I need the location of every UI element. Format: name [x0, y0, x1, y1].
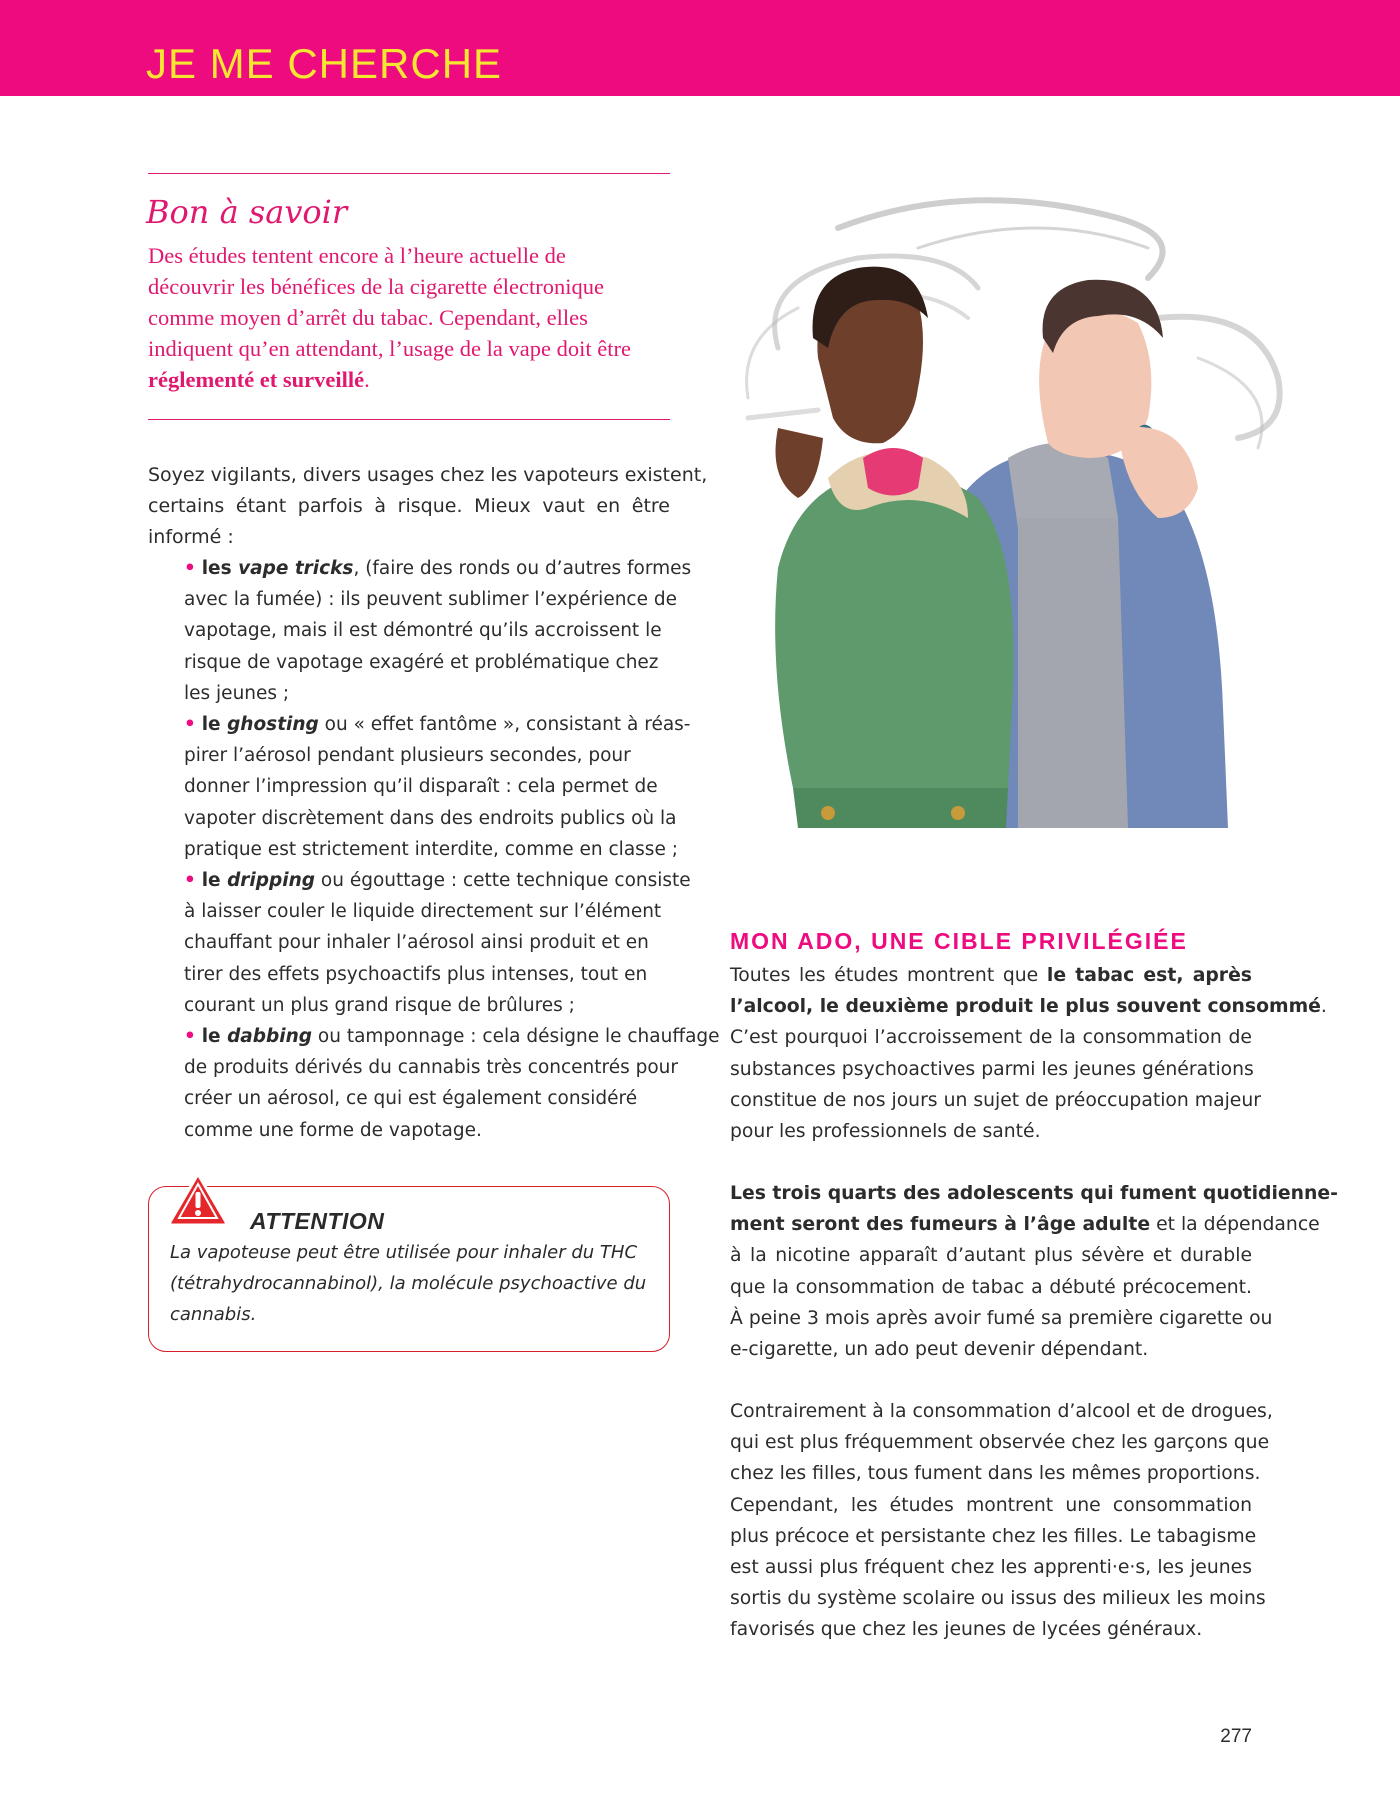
- intro-paragraph: [148, 460, 708, 553]
- text-line: À peine 3 mois après avoir fumé sa première cigarette ou: [730, 1307, 1273, 1329]
- text-line: vapotage, mais il est démontré qu’ils accroissent le: [184, 620, 662, 642]
- section-heading: MON ADO, UNE CIBLE PRIVILÉGIÉE: [730, 928, 1188, 954]
- text-line: comme moyen d’arrêt du tabac. Cependant, elles: [148, 305, 588, 330]
- term: les vape tricks: [201, 558, 354, 579]
- paragraph-dependance: [730, 1178, 1338, 1365]
- warning-triangle-icon: [166, 1170, 230, 1228]
- text-line: comme une forme de vapotage.: [184, 1119, 482, 1141]
- text-line: Cependant, les études montrent une consommation: [730, 1494, 1252, 1516]
- bullet-icon: •: [184, 870, 196, 892]
- text-line: l’alcool, le deuxième produit le plus souvent consommé.: [730, 996, 1327, 1018]
- text-line: pour les professionnels de santé.: [730, 1121, 1041, 1143]
- text-line: à laisser couler le liquide directement sur l’élément: [184, 901, 662, 923]
- text-line: Les trois quarts des adolescents qui fument quotidienne-: [730, 1183, 1338, 1204]
- bon-a-savoir-bottom-rule: [148, 419, 670, 420]
- text-line: pratique est strictement interdite, comme en classe ;: [184, 838, 678, 860]
- text-line: constitue de nos jours un sujet de préoccupation majeur: [730, 1089, 1261, 1111]
- text-line: [148, 364, 668, 395]
- text-line: chez les filles, tous fument dans les mêmes proportions.: [730, 1463, 1261, 1485]
- text-line: plus précoce et persistante chez les filles. Le tabagisme: [730, 1525, 1257, 1547]
- attention-text: [170, 1237, 658, 1330]
- text-line: Soyez vigilants, divers usages chez les vapoteurs existent,: [148, 464, 708, 486]
- text-line: cannabis.: [170, 1304, 257, 1325]
- text-line: Toutes les études montrent que le tabac est, après: [730, 965, 1252, 986]
- list-item: • le dripping ou égouttage : cette technique consiste: [184, 870, 691, 892]
- header-banner: [0, 0, 1400, 96]
- term: le dabbing: [201, 1026, 313, 1048]
- text-line: créer un aérosol, ce qui est également considéré: [184, 1088, 638, 1110]
- text-line: (tétrahydrocannabinol), la molécule psychoactive du: [170, 1273, 647, 1294]
- paragraph-tabac: [730, 960, 1327, 1147]
- text-line: courant un plus grand risque de brûlures ;: [184, 994, 575, 1016]
- list-item: • les vape tricks, (faire des ronds ou d’autres formes: [184, 558, 692, 579]
- text-fragment: .: [364, 367, 370, 392]
- bullet-icon: •: [184, 714, 196, 736]
- text-line: substances psychoactives parmi les jeunes générations: [730, 1058, 1254, 1080]
- text-line: certains étant parfois à risque. Mieux vaut en être: [148, 495, 670, 517]
- text-line: est aussi plus fréquent chez les apprenti·e·s, les jeunes: [730, 1557, 1252, 1579]
- text-line: avec la fumée) : ils peuvent sublimer l’expérience de: [184, 589, 677, 611]
- vaping-practices-list: [184, 553, 720, 1146]
- text-line: e-cigarette, un ado peut devenir dépendant.: [730, 1339, 1149, 1361]
- text-line: indiquent qu’en attendant, l’usage de la vape doit être: [148, 336, 631, 361]
- list-item: • le ghosting ou « effet fantôme », consistant à réas-: [184, 714, 691, 736]
- bullet-icon: •: [184, 1026, 196, 1048]
- text-line: C’est pourquoi l’accroissement de la consommation de: [730, 1027, 1252, 1049]
- text-line: donner l’impression qu’il disparaît : cela permet de: [184, 776, 658, 798]
- attention-title: ATTENTION: [250, 1208, 385, 1234]
- text-line: favorisés que chez les jeunes de lycées généraux.: [730, 1619, 1203, 1641]
- term: le dripping: [201, 870, 316, 892]
- page-section-title: JE ME CHERCHE: [146, 40, 503, 87]
- text-line: sortis du système scolaire ou issus des milieux les moins: [730, 1588, 1266, 1610]
- page-number: 277: [1220, 1726, 1252, 1747]
- text-line: Contrairement à la consommation d’alcool et de drogues,: [730, 1401, 1273, 1422]
- term: le ghosting: [201, 714, 319, 736]
- text-line: que la consommation de tabac a débuté précocement.: [730, 1276, 1252, 1298]
- list-item: • le dabbing ou tamponnage : cela désigne le chauffage: [184, 1026, 720, 1048]
- text-line: à la nicotine apparaît d’autant plus sévère et durable: [730, 1245, 1252, 1267]
- text-line: ment seront des fumeurs à l’âge adulte et la dépendance: [730, 1214, 1320, 1236]
- text-line: les jeunes ;: [184, 682, 290, 704]
- text-line: risque de vapotage exagéré et problématique chez: [184, 651, 659, 673]
- teens-vaping-illustration: [718, 188, 1318, 848]
- text-line: de produits dérivés du cannabis très concentrés pour: [184, 1057, 679, 1079]
- bullet-icon: •: [184, 558, 196, 579]
- bon-a-savoir-top-rule: [148, 173, 670, 174]
- text-line: découvrir les bénéfices de la cigarette électronique: [148, 274, 605, 299]
- text-line: pirer l’aérosol pendant plusieurs secondes, pour: [184, 745, 631, 767]
- girl-figure: [748, 267, 1014, 828]
- text-line: La vapoteuse peut être utilisée pour inhaler du THC: [170, 1242, 638, 1263]
- paragraph-filles-garcons: [730, 1396, 1273, 1646]
- bon-a-savoir-text: [148, 240, 668, 395]
- bon-a-savoir-title: Bon à savoir: [146, 193, 348, 231]
- text-line: qui est plus fréquemment observée chez les garçons que: [730, 1432, 1270, 1454]
- text-line: vapoter discrètement dans des endroits publics où la: [184, 807, 677, 829]
- emphasis: réglementé et surveillé: [148, 367, 365, 392]
- text-line: Des études tentent encore à l’heure actuelle de: [148, 243, 566, 268]
- text-line: tirer des effets psychoactifs plus intenses, tout en: [184, 963, 648, 985]
- text-line: chauffant pour inhaler l’aérosol ainsi produit et en: [184, 932, 649, 954]
- text-line: informé :: [148, 526, 234, 548]
